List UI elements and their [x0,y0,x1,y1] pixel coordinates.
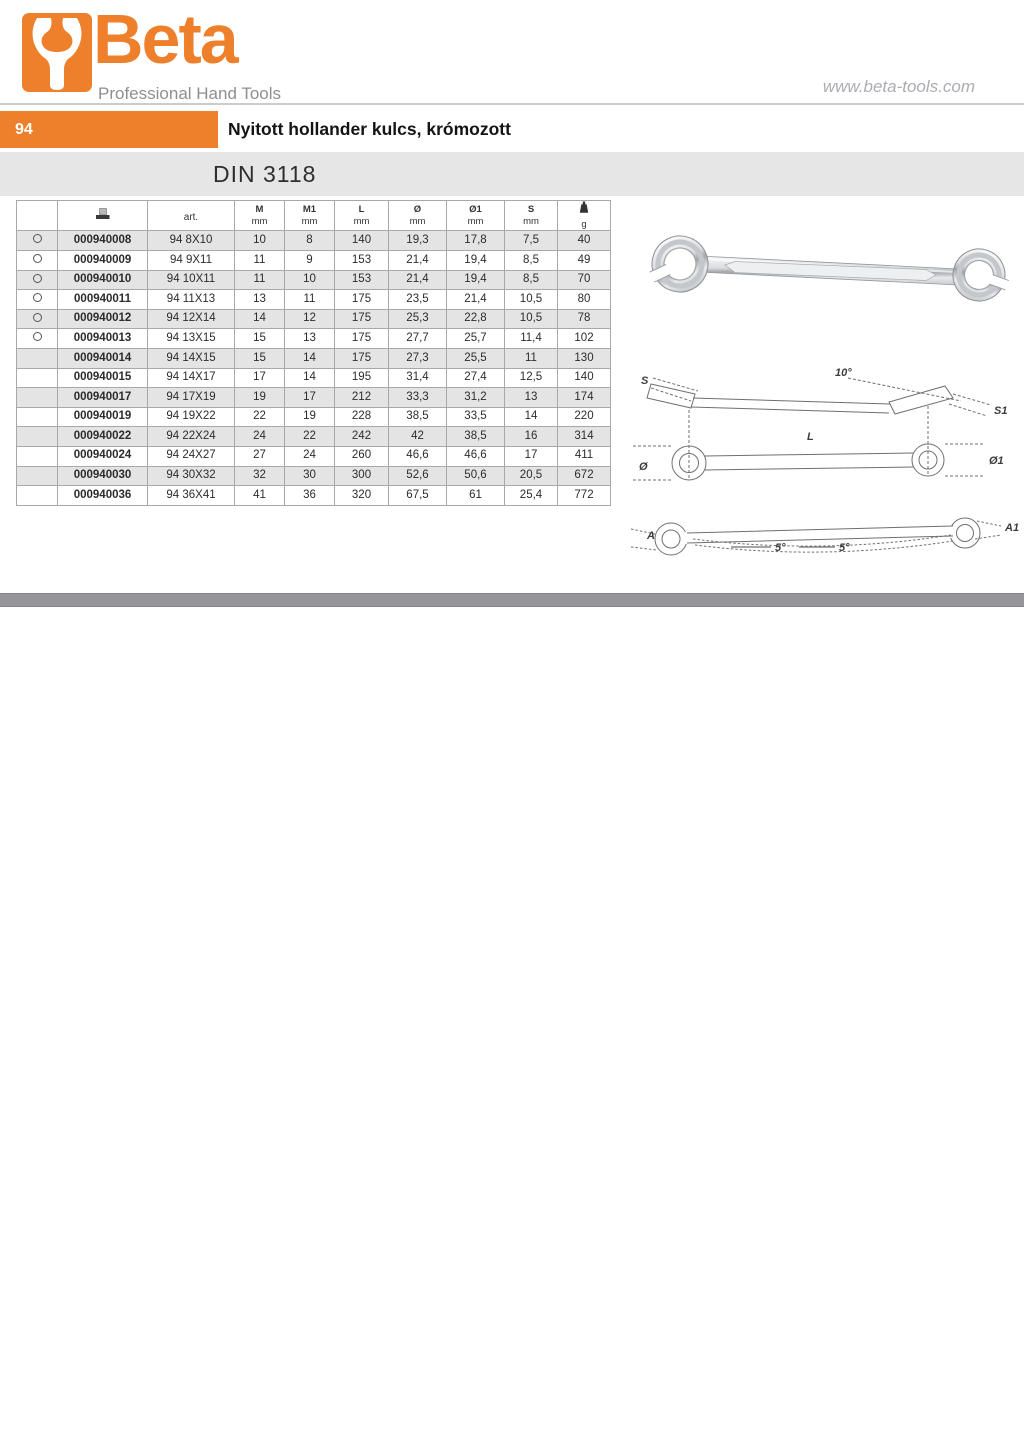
cell-code: 000940008 [58,231,148,251]
table-row [17,446,611,466]
section-divider-bar [0,593,1024,607]
cell-l: 228 [335,407,389,427]
header-divider [0,103,1024,105]
cell-art: 94 19X22 [148,407,235,427]
stock-marker-icon [33,293,42,302]
cell-d1: 33,5 [447,407,505,427]
cell-l: 300 [335,466,389,486]
col-header-unit: mm [409,215,426,227]
cell-m1: 14 [285,368,335,388]
cell-g: 40 [558,231,611,251]
cell-d: 67,5 [389,486,447,506]
spec-table [16,200,611,506]
cell-code: 000940013 [58,329,148,349]
cell-m: 19 [235,388,285,408]
website-link[interactable]: www.beta-tools.com [822,77,975,96]
cell-d: 38,5 [389,407,447,427]
cell-art: 94 30X32 [148,466,235,486]
cell-l: 260 [335,446,389,466]
cell-marker [17,329,58,349]
cell-m: 17 [235,368,285,388]
stock-marker-icon [33,274,42,283]
stock-marker-icon [33,254,42,263]
cell-m1: 30 [285,466,335,486]
label-S1: S1 [994,405,1008,417]
col-header-unit: mm [251,215,268,227]
cell-s: 10,5 [505,309,558,329]
cell-marker [17,348,58,368]
col-header-label: art. [183,211,199,223]
cell-m1: 22 [285,427,335,447]
col-header-m1 [285,201,335,231]
col-header-label: S [527,204,535,216]
flare-nut-wrench-photo [633,214,1015,314]
cell-m: 11 [235,270,285,290]
cell-s: 13 [505,388,558,408]
cell-l: 212 [335,388,389,408]
col-header-label: L [358,204,365,216]
cell-code: 000940019 [58,407,148,427]
cell-d: 33,3 [389,388,447,408]
table-row [17,290,611,310]
cell-d1: 22,8 [447,309,505,329]
cell-marker [17,231,58,251]
cell-d: 27,3 [389,348,447,368]
cell-art: 94 9X11 [148,250,235,270]
label-dia: Ø [639,461,648,473]
cell-l: 320 [335,486,389,506]
cell-g: 411 [558,446,611,466]
cell-g: 49 [558,250,611,270]
cell-code: 000940022 [58,427,148,447]
table-header-row [17,201,611,231]
col-header-label: M1 [302,204,317,216]
cell-g: 80 [558,290,611,310]
col-header-label: Ø1 [469,204,482,216]
label-A: A [647,530,655,542]
cell-s: 16 [505,427,558,447]
cell-g: 70 [558,270,611,290]
cell-s: 11 [505,348,558,368]
cell-art: 94 36X41 [148,486,235,506]
cell-l: 242 [335,427,389,447]
table-row [17,348,611,368]
cell-l: 175 [335,329,389,349]
cell-s: 20,5 [505,466,558,486]
col-header-art [148,201,235,231]
cell-d1: 25,7 [447,329,505,349]
cell-code: 000940015 [58,368,148,388]
cell-code: 000940011 [58,290,148,310]
col-header-unit: g [581,219,587,230]
cell-s: 25,4 [505,486,558,506]
col-header-unit: mm [467,215,484,227]
col-header-unit: mm [353,215,370,227]
table-row [17,231,611,251]
cell-d1: 25,5 [447,348,505,368]
table-row [17,368,611,388]
cell-marker [17,290,58,310]
table-row [17,486,611,506]
cell-d1: 19,4 [447,250,505,270]
page-title: Nyitott hollander kulcs, krómozott [228,119,511,139]
cell-art: 94 24X27 [148,446,235,466]
cell-d: 42 [389,427,447,447]
cell-m1: 13 [285,329,335,349]
cell-marker [17,446,58,466]
col-header-m [235,201,285,231]
cell-d1: 31,2 [447,388,505,408]
cell-d: 52,6 [389,466,447,486]
cell-m: 27 [235,446,285,466]
cell-marker [17,486,58,506]
cell-l: 153 [335,270,389,290]
table-row [17,427,611,447]
col-header-g [558,201,611,231]
cell-d: 23,5 [389,290,447,310]
col-header-d1 [447,201,505,231]
cell-code: 000940010 [58,270,148,290]
cell-m1: 24 [285,446,335,466]
cell-l: 175 [335,290,389,310]
table-row [17,388,611,408]
table-row [17,309,611,329]
cell-marker [17,388,58,408]
cell-art: 94 8X10 [148,231,235,251]
cell-marker [17,427,58,447]
cell-m: 10 [235,231,285,251]
cell-d: 21,4 [389,270,447,290]
cell-l: 140 [335,231,389,251]
cell-s: 8,5 [505,250,558,270]
cell-code: 000940012 [58,309,148,329]
cell-m1: 19 [285,407,335,427]
cell-art: 94 10X11 [148,270,235,290]
cell-m: 41 [235,486,285,506]
label-dia1: Ø1 [989,455,1004,467]
stock-marker-icon [33,332,42,341]
cell-m: 24 [235,427,285,447]
stock-marker-icon [33,234,42,243]
cell-art: 94 11X13 [148,290,235,310]
cell-g: 672 [558,466,611,486]
cell-g: 130 [558,348,611,368]
label-S: S [641,375,649,387]
cell-m: 11 [235,250,285,270]
cell-code: 000940014 [58,348,148,368]
cell-code: 000940024 [58,446,148,466]
cell-d1: 17,8 [447,231,505,251]
cell-m1: 9 [285,250,335,270]
spec-table-wrap [16,200,611,506]
cell-l: 195 [335,368,389,388]
cell-art: 94 22X24 [148,427,235,447]
cell-art: 94 13X15 [148,329,235,349]
dimension-drawing-top [623,358,1023,490]
col-header-l [335,201,389,231]
cell-l: 175 [335,348,389,368]
cell-m1: 14 [285,348,335,368]
table-row [17,329,611,349]
cell-d1: 27,4 [447,368,505,388]
cell-art: 94 14X17 [148,368,235,388]
cell-m1: 10 [285,270,335,290]
col-header-marker [17,201,58,231]
cell-d1: 50,6 [447,466,505,486]
cell-s: 11,4 [505,329,558,349]
cell-m1: 17 [285,388,335,408]
brand-tagline: Professional Hand Tools [98,84,282,103]
label-5deg-right: 5° [839,542,850,554]
product-photo [633,214,1015,314]
cell-s: 17 [505,446,558,466]
cell-s: 14 [505,407,558,427]
cell-m1: 36 [285,486,335,506]
cell-g: 78 [558,309,611,329]
cell-g: 772 [558,486,611,506]
col-header-label: Ø [413,204,422,216]
cell-m: 14 [235,309,285,329]
series-number-bar [0,111,218,148]
beta-logo-icon [22,13,92,92]
cell-m: 13 [235,290,285,310]
cell-m: 22 [235,407,285,427]
cell-d: 27,7 [389,329,447,349]
cell-m1: 8 [285,231,335,251]
cell-m: 15 [235,348,285,368]
cell-art: 94 12X14 [148,309,235,329]
col-header-s [505,201,558,231]
cell-d: 46,6 [389,446,447,466]
cell-d1: 46,6 [447,446,505,466]
standard-band [0,152,1024,196]
cell-s: 12,5 [505,368,558,388]
cell-g: 102 [558,329,611,349]
cell-marker [17,407,58,427]
cell-m: 32 [235,466,285,486]
cell-code: 000940009 [58,250,148,270]
stock-marker-icon [33,313,42,322]
cell-art: 94 14X15 [148,348,235,368]
cell-code: 000940036 [58,486,148,506]
cell-d1: 61 [447,486,505,506]
cell-code: 000940017 [58,388,148,408]
cell-d: 25,3 [389,309,447,329]
cell-code: 000940030 [58,466,148,486]
cell-d: 19,3 [389,231,447,251]
series-number: 94 [15,121,33,138]
cell-s: 7,5 [505,231,558,251]
wrench-icon [22,13,92,92]
standard-label: DIN 3118 [213,161,317,187]
cell-l: 175 [335,309,389,329]
dimension-drawing-bottom-svg [623,493,1023,581]
cell-marker [17,466,58,486]
cell-art: 94 17X19 [148,388,235,408]
cell-marker [17,368,58,388]
cell-d: 21,4 [389,250,447,270]
cell-s: 10,5 [505,290,558,310]
col-header-code [58,201,148,231]
label-A1: A1 [1005,522,1020,534]
cell-m: 15 [235,329,285,349]
label-10deg: 10° [835,367,852,379]
cell-marker [17,309,58,329]
barcode-icon [95,208,111,220]
cell-d1: 21,4 [447,290,505,310]
cell-g: 174 [558,388,611,408]
cell-g: 314 [558,427,611,447]
cell-s: 8,5 [505,270,558,290]
brand-wordmark: Beta [93,0,237,78]
cell-marker [17,250,58,270]
col-header-label: M [255,204,264,216]
cell-d1: 38,5 [447,427,505,447]
cell-g: 140 [558,368,611,388]
dimension-drawing-bottom [623,493,1023,581]
cell-m1: 12 [285,309,335,329]
weight-icon [579,201,589,214]
label-L: L [807,431,814,443]
cell-g: 220 [558,407,611,427]
cell-l: 153 [335,250,389,270]
cell-marker [17,270,58,290]
cell-m1: 11 [285,290,335,310]
dimension-drawing-top-svg [623,358,1023,490]
col-header-unit: mm [523,215,539,227]
label-5deg-left: 5° [775,542,786,554]
cell-d: 31,4 [389,368,447,388]
col-header-unit: mm [301,215,318,227]
cell-d1: 19,4 [447,270,505,290]
table-row [17,407,611,427]
table-row [17,466,611,486]
table-row [17,270,611,290]
table-row [17,250,611,270]
col-header-d [389,201,447,231]
